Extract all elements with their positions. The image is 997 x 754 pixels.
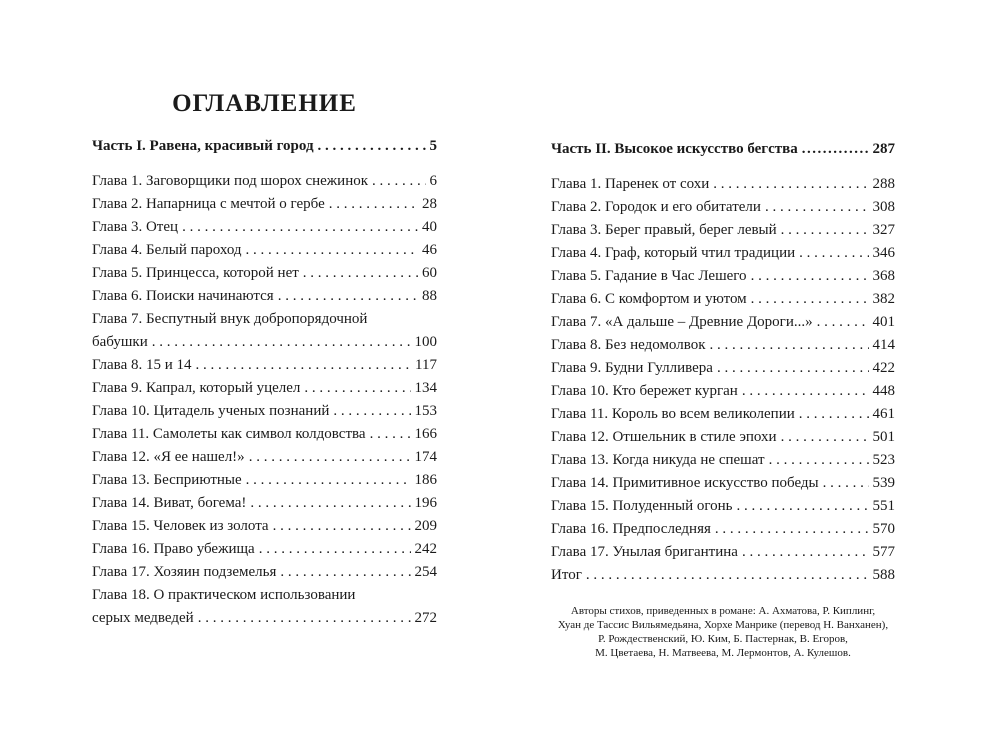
part-label: Часть II. Высокое искусство бегства bbox=[551, 141, 798, 157]
toc-entry[interactable] bbox=[551, 383, 895, 406]
toc-entry-page: 153 bbox=[414, 403, 437, 419]
leader-dots bbox=[765, 199, 869, 216]
toc-entry-page: 88 bbox=[422, 288, 437, 304]
toc-entry-label: Глава 12. Отшельник в стиле эпохи bbox=[551, 429, 777, 445]
toc-entry[interactable] bbox=[551, 406, 895, 429]
toc-entry[interactable] bbox=[92, 541, 437, 564]
toc-entry-page: 209 bbox=[414, 518, 437, 534]
toc-entry-list bbox=[551, 176, 895, 590]
toc-entry-label: Глава 5. Принцесса, которой нет bbox=[92, 265, 299, 281]
toc-entry[interactable] bbox=[92, 334, 437, 357]
toc-entry[interactable] bbox=[551, 245, 895, 268]
toc-entry-label: Глава 8. Без недомолвок bbox=[551, 337, 706, 353]
toc-entry-label: Глава 1. Заговорщики под шорох снежинок bbox=[92, 173, 369, 189]
toc-entry[interactable] bbox=[92, 518, 437, 541]
toc-entry-label: Глава 13. Когда никуда не спешат bbox=[551, 452, 765, 468]
toc-entry-label: Глава 6. С комфортом и уютом bbox=[551, 291, 747, 307]
leader-dots bbox=[278, 288, 418, 305]
toc-entry[interactable] bbox=[551, 199, 895, 222]
toc-entry-page: 539 bbox=[872, 475, 895, 491]
toc-entry-page: 401 bbox=[872, 314, 895, 330]
credits-line: Авторы стихов, приведенных в романе: А. Ахматова, Р. Киплинг, bbox=[570, 605, 876, 617]
leader-dots bbox=[280, 564, 410, 581]
leader-dots bbox=[303, 265, 418, 282]
toc-entry-label: Глава 14. Виват, богема! bbox=[92, 495, 247, 511]
leader-dots bbox=[246, 242, 418, 259]
leader-dots bbox=[737, 498, 869, 515]
toc-entry[interactable] bbox=[92, 472, 437, 495]
toc-entry-page: 272 bbox=[414, 610, 437, 626]
toc-entry[interactable] bbox=[551, 222, 895, 245]
toc-entry-page: 382 bbox=[872, 291, 895, 307]
toc-entry[interactable] bbox=[551, 567, 895, 590]
toc-entry-page: 100 bbox=[414, 334, 437, 350]
leader-dots bbox=[717, 360, 869, 377]
credits-line: Хуан де Тассис Вильямедьяна, Хорхе Манрике (перевод Н. Ванханен), bbox=[557, 619, 889, 631]
toc-entry-label: Глава 10. Цитадель ученых познаний bbox=[92, 403, 330, 419]
toc-entry-page: 461 bbox=[872, 406, 895, 422]
leader-dots bbox=[742, 544, 869, 561]
toc-left-column bbox=[92, 138, 437, 633]
leader-dots bbox=[198, 610, 411, 627]
leader-dots bbox=[370, 426, 411, 443]
part-page: 5 bbox=[429, 138, 437, 154]
toc-entry[interactable] bbox=[551, 544, 895, 567]
toc-entry[interactable] bbox=[92, 449, 437, 472]
leader-dots bbox=[196, 357, 412, 374]
toc-entry-page: 422 bbox=[872, 360, 895, 376]
toc-entry-label: Глава 17. Унылая бригантина bbox=[551, 544, 738, 560]
toc-entry-page: 448 bbox=[872, 383, 895, 399]
toc-entry-label: Глава 1. Паренек от сохи bbox=[551, 176, 710, 192]
toc-entry-label: Глава 15. Полуденный огонь bbox=[551, 498, 733, 514]
toc-entry-page: 254 bbox=[414, 564, 437, 580]
toc-entry-label: Глава 17. Хозяин подземелья bbox=[92, 564, 277, 580]
toc-part-heading[interactable] bbox=[551, 141, 895, 164]
toc-entry-page: 28 bbox=[422, 196, 437, 212]
leader-dots bbox=[799, 406, 869, 423]
toc-entry-label: Глава 5. Гадание в Час Лешего bbox=[551, 268, 747, 284]
toc-entry[interactable] bbox=[92, 495, 437, 518]
toc-entry-page: 46 bbox=[422, 242, 437, 258]
toc-entry-page: 577 bbox=[872, 544, 895, 560]
toc-entry[interactable] bbox=[92, 426, 437, 449]
leader-dots bbox=[781, 429, 869, 446]
toc-entry-page: 242 bbox=[414, 541, 437, 557]
toc-entry[interactable] bbox=[551, 291, 895, 314]
leader-dots bbox=[742, 383, 869, 400]
toc-entry[interactable] bbox=[92, 357, 437, 380]
toc-entry-label: Глава 8. 15 и 14 bbox=[92, 357, 192, 373]
toc-entry-label: бабушки bbox=[92, 334, 148, 350]
leader-dots bbox=[751, 268, 869, 285]
toc-right-column bbox=[551, 141, 895, 590]
leader-dots bbox=[781, 222, 869, 239]
leader-dots bbox=[333, 403, 410, 420]
toc-part-heading[interactable] bbox=[92, 138, 437, 161]
toc-entry-label: Глава 9. Будни Гулливера bbox=[551, 360, 713, 376]
toc-entry[interactable] bbox=[551, 176, 895, 199]
toc-entry[interactable] bbox=[551, 475, 895, 498]
leader-dots bbox=[182, 219, 418, 236]
toc-entry-page: 60 bbox=[422, 265, 437, 281]
leader-dots bbox=[715, 521, 869, 538]
leader-dots bbox=[817, 314, 869, 331]
leader-dots bbox=[304, 380, 410, 397]
toc-entry[interactable] bbox=[551, 452, 895, 475]
toc-entry[interactable] bbox=[92, 196, 437, 219]
credits-line: Р. Рождественский, Ю. Ким, Б. Пастернак, В. Егоров, bbox=[598, 633, 848, 645]
poem-authors-credits bbox=[540, 604, 906, 660]
toc-entry-label: Глава 2. Городок и его обитатели bbox=[551, 199, 761, 215]
toc-entry[interactable] bbox=[92, 242, 437, 265]
part-page: 287 bbox=[872, 141, 895, 157]
toc-entry-page: 196 bbox=[414, 495, 437, 511]
toc-entry-page: 551 bbox=[872, 498, 895, 514]
leader-dots bbox=[799, 245, 868, 262]
toc-entry-page: 288 bbox=[872, 176, 895, 192]
toc-entry[interactable] bbox=[92, 403, 437, 426]
toc-entry[interactable] bbox=[92, 265, 437, 288]
page-title: ОГЛАВЛЕНИЕ bbox=[172, 90, 357, 117]
leader-dots bbox=[586, 567, 869, 584]
toc-entry-page: 346 bbox=[872, 245, 895, 261]
toc-entry[interactable] bbox=[92, 219, 437, 242]
leader-dots bbox=[259, 541, 411, 558]
toc-entry-label: Глава 4. Граф, который чтил традиции bbox=[551, 245, 796, 261]
toc-entry-label: Глава 10. Кто бережет курган bbox=[551, 383, 738, 399]
toc-entry[interactable] bbox=[551, 521, 895, 544]
leader-dots bbox=[823, 475, 869, 492]
toc-entry-label: Глава 15. Человек из золота bbox=[92, 518, 269, 534]
toc-entry-label: Глава 11. Король во всем великолепии bbox=[551, 406, 795, 422]
toc-entry-list bbox=[92, 173, 437, 633]
toc-entry-page: 570 bbox=[872, 521, 895, 537]
leader-dots bbox=[769, 452, 869, 469]
toc-entry-label: серых медведей bbox=[92, 610, 194, 626]
toc-entry-label: Глава 2. Напарница с мечтой о гербе bbox=[92, 196, 325, 212]
leader-dots bbox=[802, 141, 869, 158]
toc-entry-first-line[interactable]: Глава 7. Беспутный внук добропорядочной bbox=[92, 311, 368, 327]
toc-entry-label: Глава 4. Белый пароход bbox=[92, 242, 242, 258]
toc-entry-page: 6 bbox=[429, 173, 437, 189]
toc-entry-label: Глава 12. «Я ее нашел!» bbox=[92, 449, 245, 465]
leader-dots bbox=[372, 173, 425, 190]
toc-entry-page: 186 bbox=[414, 472, 437, 488]
toc-entry[interactable] bbox=[92, 288, 437, 311]
leader-dots bbox=[751, 291, 869, 308]
leader-dots bbox=[318, 138, 426, 155]
toc-entry[interactable] bbox=[551, 360, 895, 383]
toc-entry-label: Итог bbox=[551, 567, 582, 583]
toc-entry[interactable] bbox=[551, 429, 895, 452]
toc-entry-label: Глава 13. Бесприютные bbox=[92, 472, 242, 488]
leader-dots bbox=[710, 337, 869, 354]
toc-entry-label: Глава 16. Предпоследняя bbox=[551, 521, 711, 537]
toc-entry-page: 174 bbox=[414, 449, 437, 465]
credits-line: М. Цветаева, Н. Матвеева, М. Лермонтов, А. Кулешов. bbox=[595, 647, 851, 659]
toc-entry-page: 134 bbox=[414, 380, 437, 396]
toc-entry-page: 40 bbox=[422, 219, 437, 235]
toc-entry-label: Глава 9. Капрал, который уцелел bbox=[92, 380, 301, 396]
toc-entry-label: Глава 6. Поиски начинаются bbox=[92, 288, 274, 304]
toc-entry-label: Глава 7. «А дальше – Древние Дороги...» bbox=[551, 314, 813, 330]
toc-entry-page: 117 bbox=[415, 357, 437, 373]
toc-entry[interactable] bbox=[92, 564, 437, 587]
leader-dots bbox=[152, 334, 411, 351]
toc-entry-page: 588 bbox=[872, 567, 895, 583]
toc-entry-label: Глава 16. Право убежища bbox=[92, 541, 255, 557]
leader-dots bbox=[246, 472, 411, 489]
toc-entry-page: 368 bbox=[872, 268, 895, 284]
leader-dots bbox=[249, 449, 411, 466]
toc-entry-page: 308 bbox=[872, 199, 895, 215]
toc-entry-label: Глава 11. Самолеты как символ колдовства bbox=[92, 426, 366, 442]
leader-dots bbox=[713, 176, 868, 193]
toc-entry[interactable] bbox=[92, 380, 437, 403]
toc-entry-label: Глава 3. Отец bbox=[92, 219, 179, 235]
toc-entry[interactable] bbox=[551, 498, 895, 521]
toc-entry[interactable] bbox=[92, 610, 437, 633]
toc-entry-first-line[interactable]: Глава 18. О практическом использовании bbox=[92, 587, 356, 603]
toc-entry-page: 501 bbox=[872, 429, 895, 445]
part-label: Часть I. Равена, красивый город bbox=[92, 138, 314, 154]
leader-dots bbox=[250, 495, 410, 512]
toc-entry-label: Глава 3. Берег правый, берег левый bbox=[551, 222, 777, 238]
toc-entry-page: 523 bbox=[872, 452, 895, 468]
toc-entry[interactable] bbox=[551, 337, 895, 360]
toc-entry-page: 327 bbox=[872, 222, 895, 238]
toc-entry[interactable] bbox=[551, 314, 895, 337]
toc-entry-page: 414 bbox=[872, 337, 895, 353]
toc-entry-page: 166 bbox=[414, 426, 437, 442]
toc-entry[interactable] bbox=[551, 268, 895, 291]
toc-entry-label: Глава 14. Примитивное искусство победы bbox=[551, 475, 819, 491]
toc-entry[interactable] bbox=[92, 173, 437, 196]
leader-dots bbox=[329, 196, 418, 213]
leader-dots bbox=[273, 518, 411, 535]
